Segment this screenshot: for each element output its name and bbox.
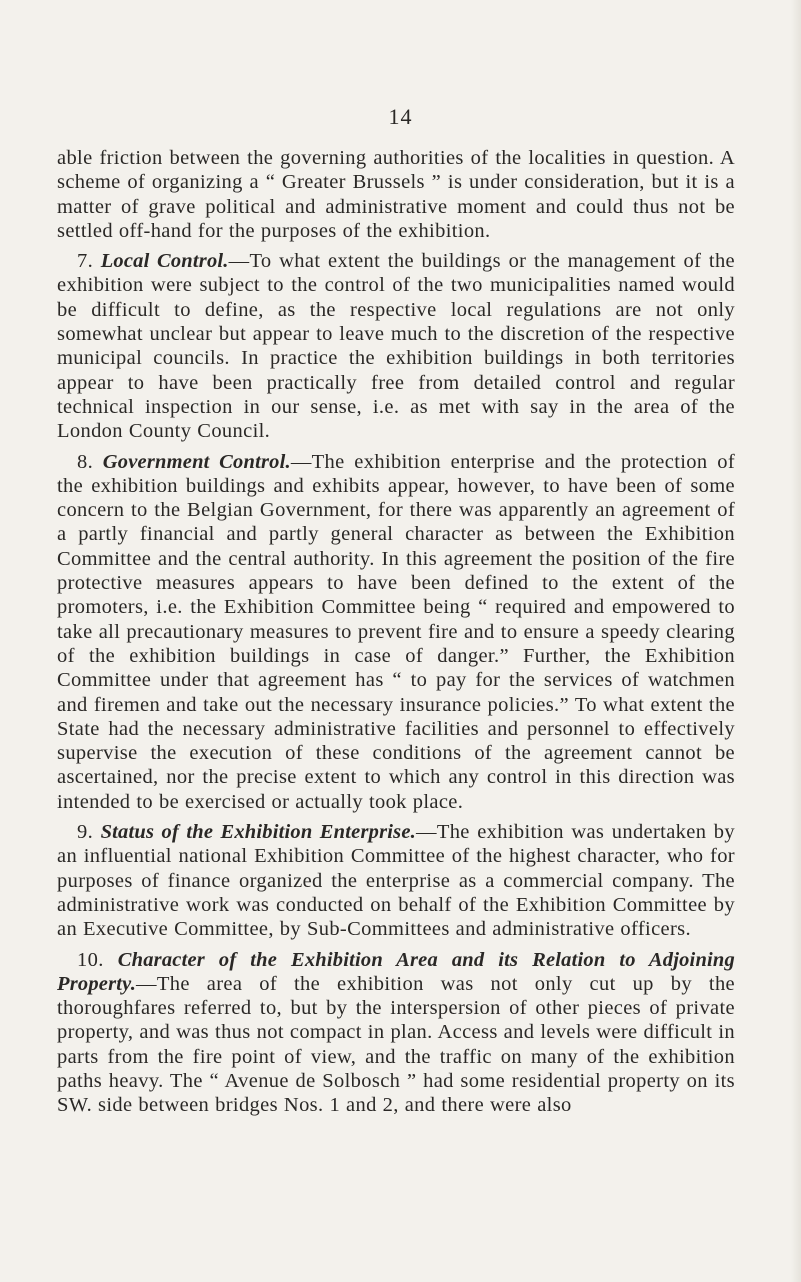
- paragraph-government-control: [57, 450, 735, 814]
- paragraph-local-control: [57, 249, 735, 443]
- paragraph-number: 7.: [77, 250, 101, 273]
- paragraph-text: —The area of the exhibition was not only cut up by the thoroughfares referred to, but by the interspersion of other pieces of private property, and was thus not compact in plan. Access and levels were difficult in parts from the fire point of view, and the traffic on many of the exhibition paths heavy. The “ Avenue de Solbosch ” had some residential property on its SW. side between bridges Nos. 1 and 2, and there were also: [57, 972, 735, 1117]
- paragraph-heading: Character of the Exhibition Area and its Relation to Adjoining Property.: [57, 948, 735, 995]
- paragraph-status: [57, 820, 735, 941]
- page-number: 14: [388, 104, 413, 129]
- paragraph-text: —The exhibition was undertaken by an influential national Exhibition Committee of the highest character, who for purposes of finance organized the enterprise as a commercial company. The administrative work was conducted on behalf of the Exhibition Committee by an Executive Committee, by Sub-Committees and administrative officers.: [57, 821, 735, 941]
- paragraph-number: 9.: [77, 821, 101, 844]
- body-text: [57, 146, 735, 1124]
- paragraph-text: —The exhibition enterprise and the protection of the exhibition buildings and exhibits appear, however, to have been of some concern to the Belgian Government, for there was apparently an agreement of a partly financial and partly general character as between the Exhibition Committee and the central authority. In this agreement the position of the fire protective measures appears to have been defined to the extent of the promoters, i.e. the Exhibition Committee being “ required and empowered to take all precautionary measures to prevent fire and to ensure a speedy clearing of the exhibition buildings in case of danger.” Further, the Exhibition Committee under that agreement has “ to pay for the services of watchmen and firemen and take out the necessary insurance policies.” To what extent the State had the necessary administrative facilities and personnel to effectively supervise the execution of these conditions of the agreement cannot be ascertained, nor the precise extent to which any control in this direction was intended to be exercised or actually took place.: [57, 450, 735, 813]
- paragraph-continuation: [57, 146, 735, 243]
- paragraph-text: able friction between the governing authorities of the localities in question. A scheme of organizing a “ Greater Brussels ” is under consideration, but it is a matter of grave political and administrative moment and could thus not be settled off-hand for the purposes of the exhibition.: [57, 147, 735, 242]
- paragraph-number: 10.: [77, 948, 118, 971]
- paragraph-number: 8.: [77, 450, 103, 473]
- paragraph-heading: Government Control.: [102, 450, 291, 473]
- paragraph-text: —To what extent the buildings or the management of the exhibition were subject to the control of the two municipalities named would be difficult to define, as the respective local regulations are not only somewhat unclear but appear to leave much to the discretion of the respective municipal councils. In practice the exhibition buildings in both territories appear to have been practically free from detailed control and regular technical inspection in our sense, i.e. as met with say in the area of the London County Council.: [57, 250, 735, 443]
- paragraph-character-of-area: [57, 948, 735, 1118]
- paragraph-heading: Status of the Exhibition Enterprise.: [100, 821, 416, 844]
- paragraph-heading: Local Control.: [100, 250, 229, 273]
- page-edge-shadow: [791, 0, 801, 1282]
